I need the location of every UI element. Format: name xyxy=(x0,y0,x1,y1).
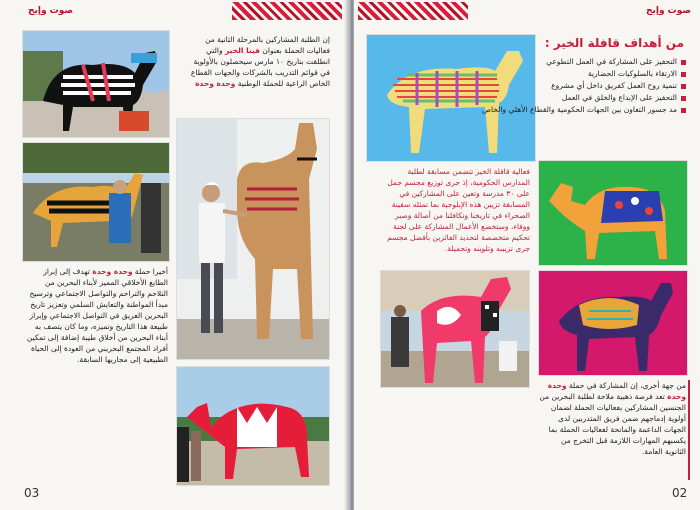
page-number: 02 xyxy=(672,486,688,500)
goal-text: أخيرا حملة xyxy=(132,267,168,276)
intro-text: إن الطلبة المشاركين بالمرحلة الثانية من فعاليات الحملة بعنوان xyxy=(205,35,330,55)
goals-list xyxy=(368,56,686,116)
photo-flag-camel xyxy=(176,366,330,486)
photo-students-painting-camel xyxy=(380,270,530,388)
photo-patterned-camel-pink xyxy=(538,270,688,376)
brand-label: صوت وإيح xyxy=(646,6,692,16)
page-number: 03 xyxy=(24,486,40,500)
photo-patterned-camel-green xyxy=(538,160,688,266)
internship-paragraph xyxy=(538,380,686,457)
photo-man-painting-camel xyxy=(176,118,330,360)
campaign-name: وحدة وحدة xyxy=(195,79,236,88)
competition-paragraph: فعالية قافلة الخير تتضمن مسابقة لطلبة المدارس الحكومية، إذ جرى توزيع مجسم جمل على ٣٠ مدرسة وتعين على المشاركين في المسابقة تزيين هذه الإبلوجية بما تمثله سفينة الصحراء في تاريخنا وتكافلنا من أصالة وصبر ووفاء، وستخضع الأعمال المشاركة على لجنة تحكيم متخصصة لتحديد الفائزين بأفضل مجسم جرى تزيينه وتلوينه وتجميلة. xyxy=(387,167,530,253)
goal-item: التحفيز على المشاركة في العمل التطوعي xyxy=(368,56,686,68)
campaign-name: فينا الخير xyxy=(224,46,260,55)
internship-text-rest: تعد فرصة ذهبية ملاحة لطلبة البحرين من الجنسين المشاركين بفعاليات الحملة لضمان أولوية إدماجهم ضمن فريق المتدربين لدى الجهات الداعمة والمانحة لفعاليات الحملة بما يكسبهم المهارات اللازمة قبل التخرج من الثانوية العامة. xyxy=(539,392,686,456)
header-pattern-band xyxy=(232,2,342,20)
photo-kids-painting xyxy=(22,142,170,262)
goal-item: الارتقاء بالسلوكيات الحضارية xyxy=(368,68,686,80)
intro-text-mid: والتي انطلقت بتاريخ ١٠ مارس سيحصلون بالأولوية في قوائم التدريب بالشركات والجهات القطاع الخاص الراعية للحملة الوطنية xyxy=(190,46,330,88)
internship-text: من جهة أخرى، إن المشاركة في حملة xyxy=(566,381,686,390)
goal-text-rest: تهدف إلى إبراز الطابع الأخلاقي المميز لأبناء البحرين من التلاحم والتراحم والتواصل الاجتماعي وترسيخ مبدأ المواطنة والتعايش السلمي وتعزيز تاريخ البحرين العريق في التواصل الاجتماعي وإبراز طبيعة هذا التاريخ وتميزه، وما كان يتصف به أبناء البحرين من أخلاق طيبة إضافة إلى تمكين أفراد المجتمع البحريني من العودة إلى الحياة الطبيعية إلى مجاريها السابقة. xyxy=(26,267,168,364)
brand-label: صوت وإيح xyxy=(28,6,74,16)
section-heading: من أهداف قافلة الخير : xyxy=(544,36,684,50)
campaign-name: وحدة وحدة xyxy=(547,381,686,401)
right-page xyxy=(354,0,700,510)
goal-item: التحفيز على الإبداع والخلق في العمل xyxy=(368,92,686,104)
intro-paragraph xyxy=(182,34,330,89)
campaign-name: وحدة وحدة xyxy=(92,267,133,276)
header-pattern-band xyxy=(358,2,468,20)
goal-item: مد جسور التعاون بين الجهات الحكومية والقطاع الأهلي والخاص xyxy=(368,104,686,116)
photo-striped-camel xyxy=(22,30,170,138)
accent-rule xyxy=(688,380,690,480)
goal-item: تنمية روح العمل كفريق داخل أي مشروع xyxy=(368,80,686,92)
campaign-goal-paragraph xyxy=(22,266,168,365)
